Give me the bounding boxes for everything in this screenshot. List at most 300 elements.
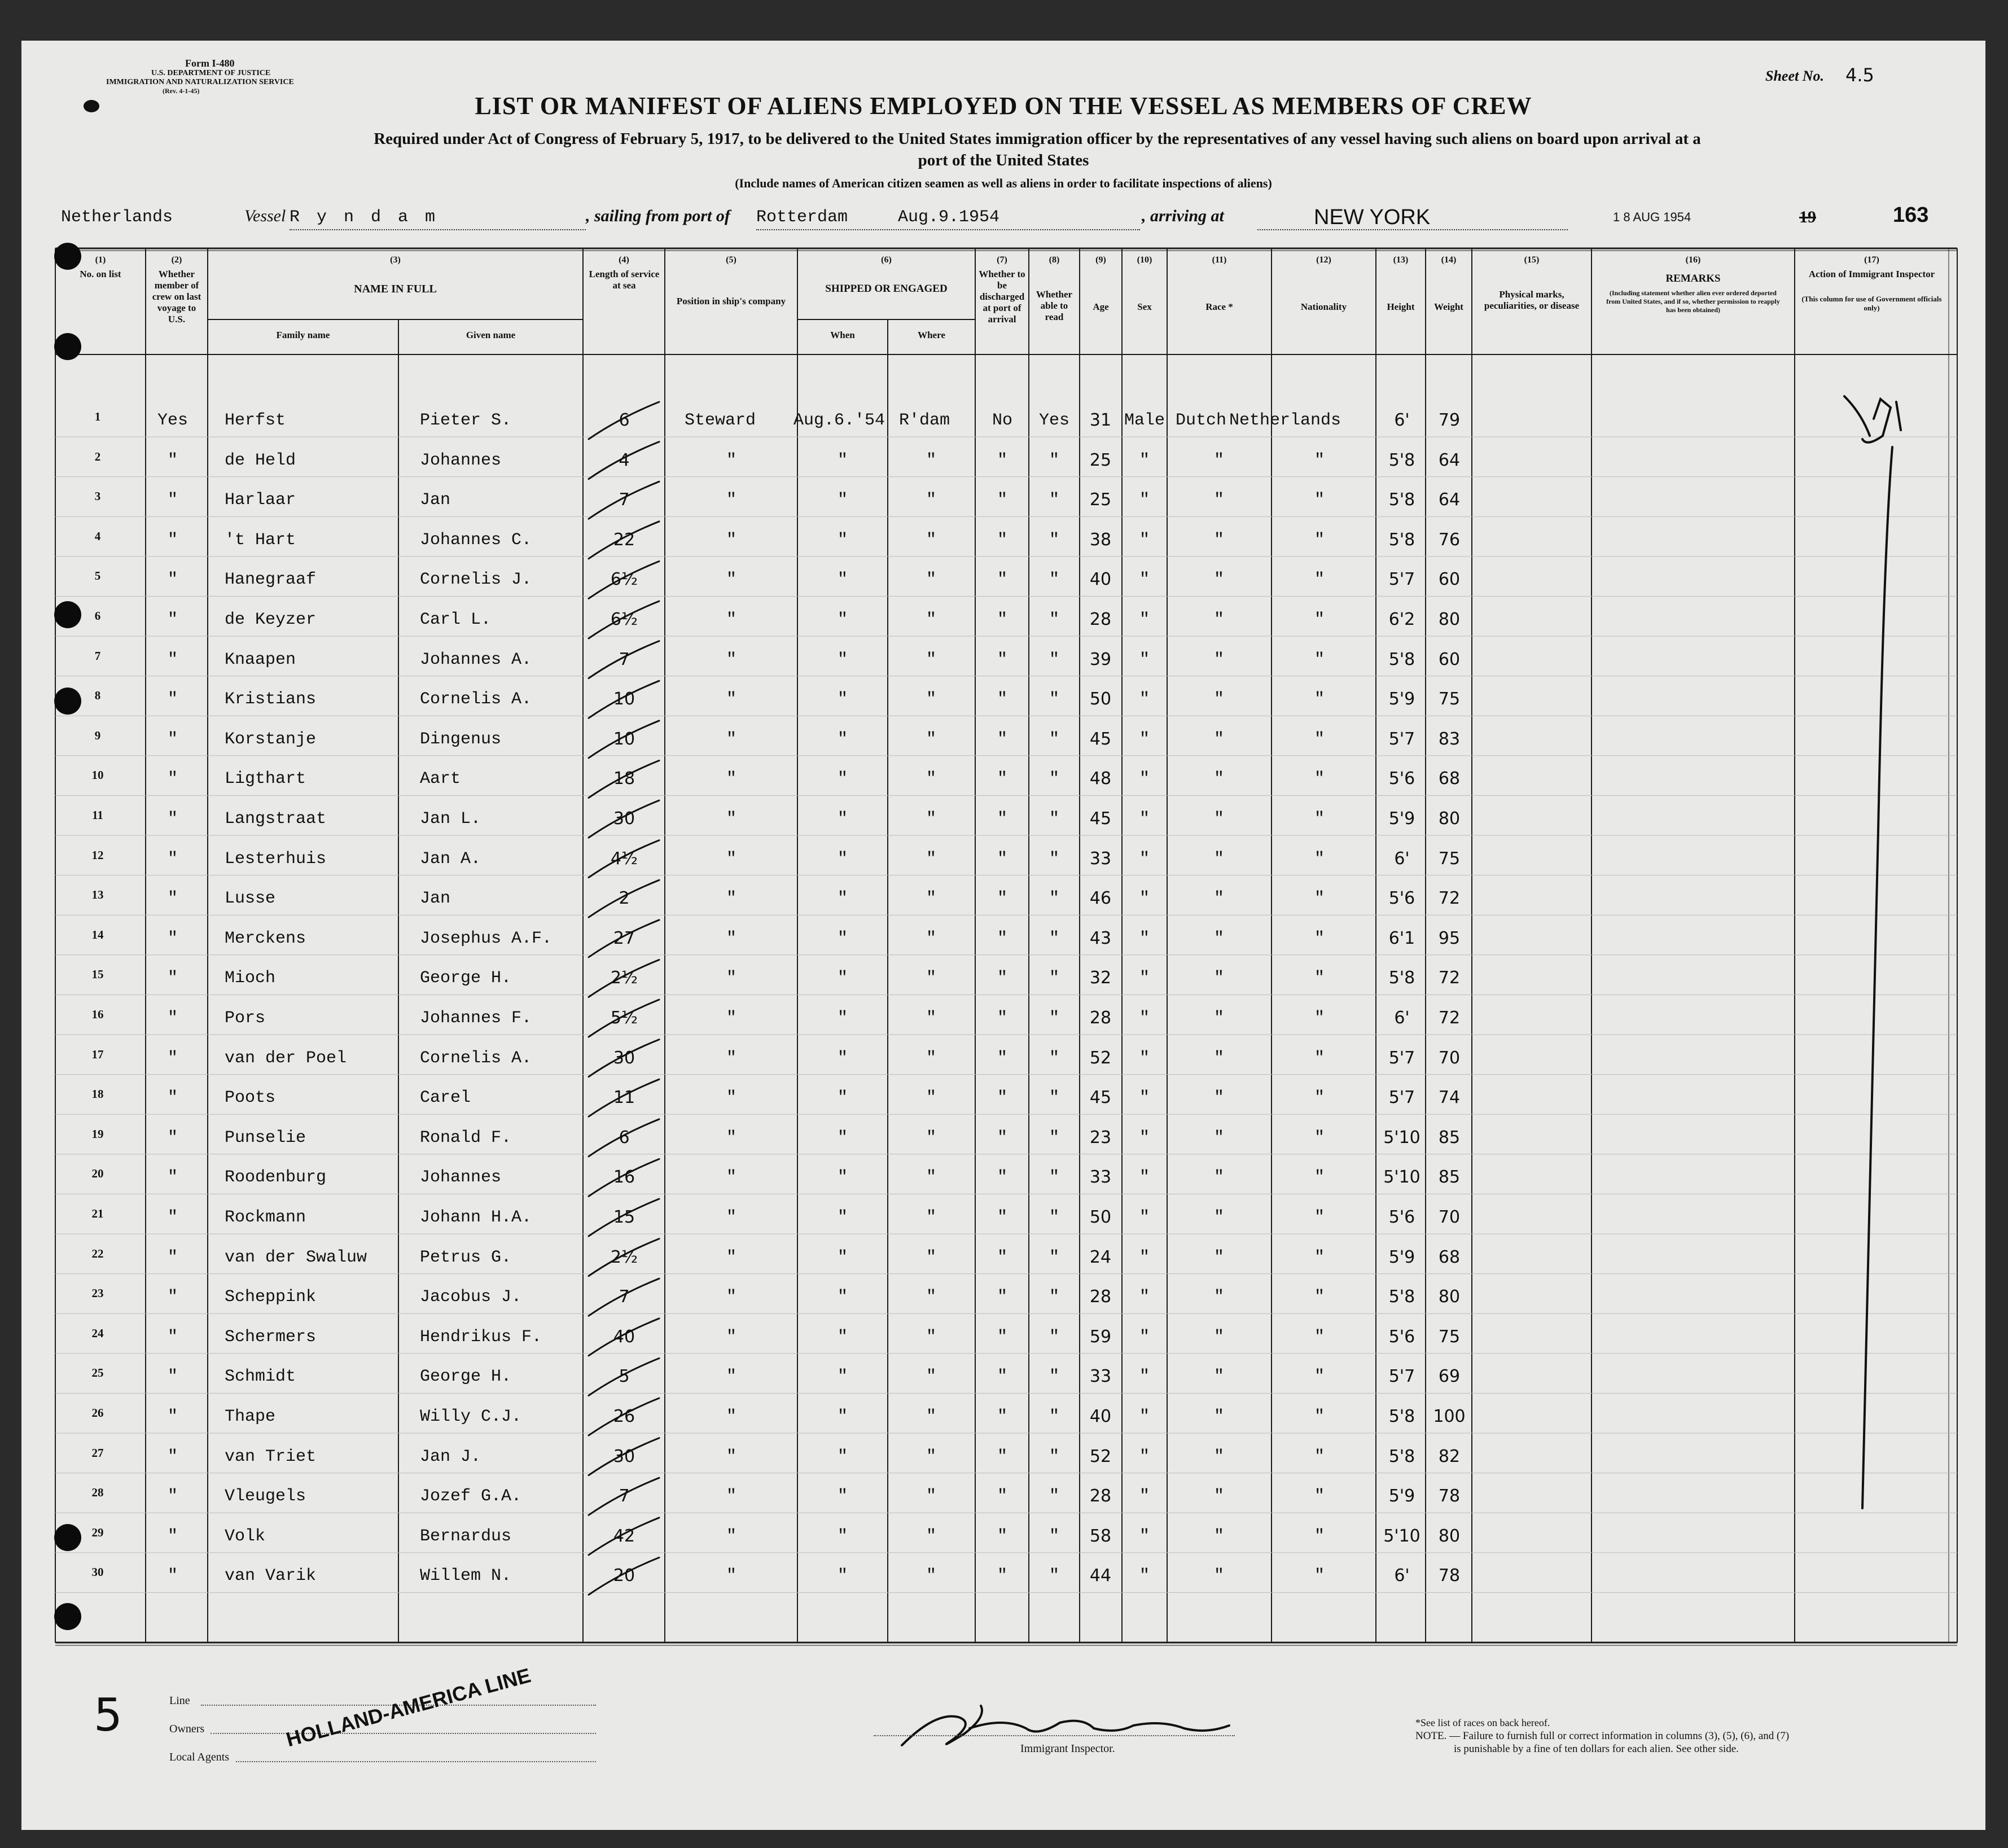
shipped-where-cell: " bbox=[926, 570, 936, 590]
col13-header: Height bbox=[1387, 301, 1415, 312]
weight-cell: 70 bbox=[1438, 1207, 1461, 1227]
col7-num: (7) bbox=[997, 255, 1007, 265]
able-to-read-cell: " bbox=[1049, 929, 1059, 948]
col6-when-header: When bbox=[830, 330, 855, 340]
given-name-cell: Carel bbox=[420, 1088, 471, 1108]
discharged-cell: " bbox=[997, 1447, 1007, 1466]
line-stamp: HOLLAND-AMERICA LINE bbox=[283, 1663, 533, 1751]
family-name-cell: van der Swaluw bbox=[225, 1247, 367, 1267]
age-cell: 44 bbox=[1089, 1566, 1112, 1586]
weight-cell: 85 bbox=[1438, 1167, 1461, 1188]
row-number: 10 bbox=[91, 768, 104, 782]
family-name-cell: van Varik bbox=[225, 1566, 317, 1586]
discharged-cell: " bbox=[997, 530, 1007, 550]
punch-hole bbox=[54, 333, 81, 360]
shipped-where-cell: " bbox=[926, 1048, 936, 1068]
able-to-read-cell: " bbox=[1049, 570, 1059, 590]
col17-num: (17) bbox=[1864, 255, 1879, 265]
height-cell: 5'9 bbox=[1388, 1486, 1415, 1507]
last-voyage-cell: " bbox=[167, 1526, 178, 1546]
family-name-cell: Schermers bbox=[225, 1327, 317, 1347]
height-cell: 5'9 bbox=[1388, 809, 1415, 829]
race-cell: " bbox=[1213, 809, 1224, 829]
discharged-cell: " bbox=[997, 610, 1007, 629]
age-cell: 43 bbox=[1089, 928, 1112, 948]
sex-cell: " bbox=[1139, 729, 1150, 749]
shipped-where-cell: " bbox=[926, 1447, 936, 1466]
col15-num: (15) bbox=[1524, 255, 1540, 265]
arrival-port: NEW YORK bbox=[1314, 205, 1431, 229]
shipped-when-cell: " bbox=[837, 729, 848, 749]
shipped-where-cell: " bbox=[926, 1487, 936, 1507]
given-name-cell: Josephus A.F. bbox=[420, 929, 553, 948]
row-number: 28 bbox=[91, 1486, 104, 1500]
height-cell: 5'8 bbox=[1388, 490, 1415, 510]
shipped-where-cell: " bbox=[926, 530, 936, 550]
race-cell: " bbox=[1213, 1526, 1224, 1546]
race-cell: " bbox=[1213, 690, 1224, 710]
given-name-cell: Johannes A. bbox=[420, 650, 532, 669]
races-note: *See list of races on back hereof. bbox=[1415, 1717, 1550, 1728]
height-cell: 5'7 bbox=[1388, 1367, 1415, 1387]
row-number: 6 bbox=[94, 609, 101, 623]
service-length-cell: 2 bbox=[619, 888, 630, 909]
last-voyage-cell: " bbox=[167, 929, 178, 948]
page-title: LIST OR MANIFEST OF ALIENS EMPLOYED ON THE VESSEL AS MEMBERS OF CREW bbox=[475, 92, 1532, 120]
sex-cell: " bbox=[1139, 969, 1150, 988]
able-to-read-cell: " bbox=[1049, 969, 1059, 988]
departure-date: Aug.9.1954 bbox=[898, 208, 1000, 227]
arrival-stamp-date: 1 8 AUG 1954 bbox=[1613, 210, 1691, 224]
able-to-read-cell: " bbox=[1049, 769, 1059, 789]
nationality-cell: " bbox=[1314, 650, 1325, 669]
sex-cell: " bbox=[1139, 1526, 1150, 1546]
service-length-cell: 7 bbox=[619, 649, 630, 669]
height-cell: 5'8 bbox=[1388, 1446, 1415, 1466]
last-voyage-cell: Yes bbox=[157, 411, 188, 430]
row-number: 18 bbox=[91, 1087, 104, 1101]
discharged-cell: " bbox=[997, 450, 1007, 470]
discharged-cell: " bbox=[997, 1526, 1007, 1546]
height-cell: 5'10 bbox=[1383, 1167, 1420, 1188]
height-cell: 6' bbox=[1394, 1008, 1410, 1028]
position-cell: " bbox=[726, 1009, 736, 1028]
race-cell: " bbox=[1213, 1288, 1224, 1307]
height-cell: 5'7 bbox=[1388, 1048, 1415, 1068]
height-cell: 5'8 bbox=[1388, 1287, 1415, 1307]
weight-cell: 80 bbox=[1438, 1526, 1461, 1546]
race-cell: " bbox=[1213, 1088, 1224, 1108]
shipped-when-cell: " bbox=[837, 889, 848, 909]
col5-header: Position in ship's company bbox=[676, 296, 786, 306]
given-name-cell: Hendrikus F. bbox=[420, 1327, 542, 1347]
age-cell: 23 bbox=[1089, 1127, 1112, 1148]
family-name-cell: Thape bbox=[225, 1407, 276, 1426]
col8-num: (8) bbox=[1049, 255, 1060, 265]
able-to-read-cell: " bbox=[1049, 1088, 1059, 1108]
given-name-cell: Johannes F. bbox=[420, 1009, 532, 1028]
handwritten-page-mark: 5 bbox=[94, 1689, 122, 1741]
position-cell: " bbox=[726, 1367, 736, 1387]
row-number: 14 bbox=[91, 927, 104, 941]
agents-underline bbox=[236, 1761, 596, 1762]
sex-cell: " bbox=[1139, 1407, 1150, 1426]
row-number: 20 bbox=[91, 1167, 104, 1181]
given-name-cell: Willy C.J. bbox=[420, 1407, 522, 1426]
discharged-cell: " bbox=[997, 1128, 1007, 1148]
position-cell: " bbox=[726, 969, 736, 988]
last-voyage-cell: " bbox=[167, 1208, 178, 1227]
weight-cell: 72 bbox=[1438, 888, 1461, 909]
service-length-cell: 27 bbox=[613, 928, 635, 948]
col8-header: Whether able to read bbox=[1036, 289, 1073, 322]
given-name-cell: Jan L. bbox=[420, 809, 481, 829]
height-cell: 5'10 bbox=[1383, 1526, 1420, 1546]
sex-cell: " bbox=[1139, 1566, 1150, 1586]
position-cell: " bbox=[726, 1128, 736, 1148]
position-cell: " bbox=[726, 1168, 736, 1188]
punch-hole bbox=[54, 1603, 81, 1630]
sex-cell: " bbox=[1139, 690, 1150, 710]
col9-num: (9) bbox=[1095, 255, 1106, 265]
row-number: 13 bbox=[91, 888, 104, 902]
sex-cell: " bbox=[1139, 491, 1150, 510]
col10-header: Sex bbox=[1137, 301, 1152, 312]
family-name-cell: Knaapen bbox=[225, 650, 296, 669]
race-cell: " bbox=[1213, 1367, 1224, 1387]
shipped-where-cell: " bbox=[926, 450, 936, 470]
age-cell: 48 bbox=[1089, 769, 1112, 789]
given-name-cell: Jan A. bbox=[420, 849, 481, 869]
age-cell: 50 bbox=[1089, 689, 1112, 710]
shipped-when-cell: " bbox=[837, 929, 848, 948]
shipped-where-cell: " bbox=[926, 889, 936, 909]
row-number: 29 bbox=[91, 1525, 104, 1539]
able-to-read-cell: " bbox=[1049, 530, 1059, 550]
height-cell: 5'8 bbox=[1388, 529, 1415, 550]
given-name-cell: Johannes bbox=[420, 1168, 502, 1188]
punch-hole bbox=[54, 1524, 81, 1551]
race-cell: " bbox=[1213, 650, 1224, 669]
height-cell: 5'9 bbox=[1388, 689, 1415, 710]
weight-cell: 75 bbox=[1438, 689, 1461, 710]
discharged-cell: " bbox=[997, 809, 1007, 829]
able-to-read-cell: " bbox=[1049, 1247, 1059, 1267]
col15-header: Physical marks, peculiarities, or disease bbox=[1484, 289, 1580, 311]
age-cell: 33 bbox=[1089, 1367, 1112, 1387]
height-cell: 5'7 bbox=[1388, 570, 1415, 590]
row-number: 7 bbox=[94, 649, 101, 663]
last-voyage-cell: " bbox=[167, 530, 178, 550]
service-length-cell: 16 bbox=[613, 1167, 635, 1188]
family-name-cell: Scheppink bbox=[225, 1288, 317, 1307]
race-cell: " bbox=[1213, 1407, 1224, 1426]
shipped-when-cell: " bbox=[837, 1447, 848, 1466]
shipped-when-cell: " bbox=[837, 610, 848, 629]
sex-cell: " bbox=[1139, 1487, 1150, 1507]
col12-num: (12) bbox=[1316, 255, 1331, 265]
position-cell: " bbox=[726, 1088, 736, 1108]
service-length-cell: 10 bbox=[613, 729, 635, 749]
height-cell: 5'6 bbox=[1388, 1207, 1415, 1227]
race-cell: " bbox=[1213, 1048, 1224, 1068]
sex-cell: Male bbox=[1124, 411, 1165, 430]
weight-cell: 83 bbox=[1438, 729, 1461, 749]
last-voyage-cell: " bbox=[167, 1048, 178, 1068]
shipped-when-cell: " bbox=[837, 1367, 848, 1387]
owners-label: Owners bbox=[169, 1723, 205, 1735]
service-length-cell: 20 bbox=[613, 1566, 635, 1586]
sex-cell: " bbox=[1139, 1208, 1150, 1227]
family-name-cell: Lusse bbox=[225, 889, 276, 909]
age-cell: 33 bbox=[1089, 848, 1112, 869]
discharged-cell: No bbox=[992, 411, 1012, 430]
sex-cell: " bbox=[1139, 450, 1150, 470]
shipped-where-cell: " bbox=[926, 650, 936, 669]
nationality-cell: " bbox=[1314, 570, 1325, 590]
able-to-read-cell: " bbox=[1049, 610, 1059, 629]
able-to-read-cell: " bbox=[1049, 729, 1059, 749]
local-agents-label: Local Agents bbox=[169, 1751, 230, 1763]
sex-cell: " bbox=[1139, 929, 1150, 948]
service-length-cell: 6 bbox=[619, 410, 630, 430]
nationality-cell: " bbox=[1314, 969, 1325, 988]
able-to-read-cell: " bbox=[1049, 1208, 1059, 1227]
family-name-cell: Pors bbox=[225, 1009, 266, 1028]
race-cell: " bbox=[1213, 769, 1224, 789]
row-number: 19 bbox=[91, 1127, 104, 1141]
given-name-cell: Petrus G. bbox=[420, 1247, 512, 1267]
last-voyage-cell: " bbox=[167, 1566, 178, 1586]
height-cell: 5'6 bbox=[1388, 1326, 1415, 1347]
col11-header: Race * bbox=[1205, 301, 1233, 312]
race-cell: " bbox=[1213, 1128, 1224, 1148]
given-name-cell: Cornelis A. bbox=[420, 1048, 532, 1068]
shipped-where-cell: " bbox=[926, 1566, 936, 1586]
weight-cell: 100 bbox=[1433, 1407, 1466, 1426]
form-service: IMMIGRATION AND NATURALIZATION SERVICE bbox=[106, 78, 294, 86]
given-name-cell: Dingenus bbox=[420, 729, 502, 749]
position-cell: " bbox=[726, 889, 736, 909]
last-voyage-cell: " bbox=[167, 1407, 178, 1426]
service-length-cell: 26 bbox=[613, 1407, 635, 1426]
sex-cell: " bbox=[1139, 1088, 1150, 1108]
position-cell: " bbox=[726, 1288, 736, 1307]
service-length-cell: 11 bbox=[613, 1088, 635, 1108]
col2-header: Whether member of crew on last voyage to U.S. bbox=[152, 269, 201, 325]
service-length-cell: 2½ bbox=[610, 1247, 638, 1267]
discharged-cell: " bbox=[997, 1168, 1007, 1188]
age-cell: 39 bbox=[1089, 649, 1112, 669]
service-length-cell: 30 bbox=[613, 1446, 635, 1466]
nationality-cell: " bbox=[1314, 1088, 1325, 1108]
weight-cell: 75 bbox=[1438, 1326, 1461, 1347]
family-name-cell: Herfst bbox=[225, 411, 286, 430]
last-voyage-cell: " bbox=[167, 969, 178, 988]
arriving-label: , arriving at bbox=[1142, 207, 1224, 225]
able-to-read-cell: " bbox=[1049, 809, 1059, 829]
family-name-cell: Langstraat bbox=[225, 809, 327, 829]
shipped-when-cell: " bbox=[837, 1247, 848, 1267]
discharged-cell: " bbox=[997, 889, 1007, 909]
col3-given-header: Given name bbox=[466, 330, 516, 340]
fine-note-2: is punishable by a fine of ten dollars for each alien. See other side. bbox=[1454, 1743, 1739, 1755]
weight-cell: 70 bbox=[1438, 1048, 1461, 1068]
age-cell: 46 bbox=[1089, 888, 1112, 909]
position-cell: " bbox=[726, 1447, 736, 1466]
last-voyage-cell: " bbox=[167, 1128, 178, 1148]
height-cell: 5'10 bbox=[1383, 1127, 1420, 1148]
age-cell: 25 bbox=[1089, 490, 1112, 510]
able-to-read-cell: " bbox=[1049, 1288, 1059, 1307]
race-cell: " bbox=[1213, 1247, 1224, 1267]
age-cell: 28 bbox=[1089, 610, 1112, 629]
last-voyage-cell: " bbox=[167, 1327, 178, 1347]
shipped-where-cell: " bbox=[926, 1128, 936, 1148]
position-cell: " bbox=[726, 1526, 736, 1546]
race-cell: " bbox=[1213, 889, 1224, 909]
race-cell: " bbox=[1213, 570, 1224, 590]
col17-header: Action of Immigrant Inspector bbox=[1808, 269, 1935, 279]
discharged-cell: " bbox=[997, 650, 1007, 669]
discharged-cell: " bbox=[997, 1288, 1007, 1307]
discharged-cell: " bbox=[997, 570, 1007, 590]
service-length-cell: 5½ bbox=[610, 1008, 638, 1028]
last-voyage-cell: " bbox=[167, 729, 178, 749]
shipped-when-cell: " bbox=[837, 450, 848, 470]
row-number: 11 bbox=[92, 808, 103, 822]
col1-header: No. on list bbox=[80, 269, 121, 279]
family-name-cell: 't Hart bbox=[225, 530, 296, 550]
sex-cell: " bbox=[1139, 889, 1150, 909]
nationality-cell: " bbox=[1314, 1208, 1325, 1227]
shipped-where-cell: " bbox=[926, 1407, 936, 1426]
row-number: 21 bbox=[91, 1207, 104, 1220]
sex-cell: " bbox=[1139, 610, 1150, 629]
service-length-cell: 2½ bbox=[610, 968, 638, 988]
nationality-cell: " bbox=[1314, 1526, 1325, 1546]
sheet-no-value: 4.5 bbox=[1845, 64, 1874, 86]
sex-cell: " bbox=[1139, 1327, 1150, 1347]
height-cell: 6'2 bbox=[1388, 610, 1415, 629]
shipped-when-cell: " bbox=[837, 530, 848, 550]
line-label: Line bbox=[169, 1694, 190, 1707]
discharged-cell: " bbox=[997, 1327, 1007, 1347]
family-name-cell: Harlaar bbox=[225, 491, 296, 510]
able-to-read-cell: Yes bbox=[1038, 411, 1069, 430]
discharged-cell: " bbox=[997, 690, 1007, 710]
inspector-underline bbox=[874, 1735, 1235, 1736]
nationality-cell: " bbox=[1314, 690, 1325, 710]
able-to-read-cell: " bbox=[1049, 1487, 1059, 1507]
subtitle-line-2: port of the United States bbox=[918, 151, 1089, 169]
shipped-where-cell: R'dam bbox=[899, 411, 950, 430]
given-name-cell: Bernardus bbox=[420, 1526, 512, 1546]
nationality-cell: " bbox=[1314, 729, 1325, 749]
height-cell: 5'7 bbox=[1388, 729, 1415, 749]
shipped-where-cell: " bbox=[926, 1526, 936, 1546]
nationality-cell: " bbox=[1314, 491, 1325, 510]
shipped-when-cell: " bbox=[837, 809, 848, 829]
race-cell: " bbox=[1213, 1009, 1224, 1028]
row-number: 9 bbox=[94, 728, 101, 742]
discharged-cell: " bbox=[997, 929, 1007, 948]
punch-hole bbox=[54, 601, 81, 628]
shipped-when-cell: " bbox=[837, 650, 848, 669]
vessel-label: Vessel bbox=[244, 207, 286, 225]
nationality-cell: " bbox=[1314, 1128, 1325, 1148]
position-cell: " bbox=[726, 570, 736, 590]
last-voyage-cell: " bbox=[167, 809, 178, 829]
position-cell: " bbox=[726, 650, 736, 669]
year-label: 19 bbox=[1799, 208, 1816, 226]
row-number: 17 bbox=[91, 1047, 104, 1061]
shipped-where-cell: " bbox=[926, 491, 936, 510]
punch-hole bbox=[54, 687, 81, 715]
sex-cell: " bbox=[1139, 530, 1150, 550]
last-voyage-cell: " bbox=[167, 610, 178, 629]
discharged-cell: " bbox=[997, 729, 1007, 749]
discharged-cell: " bbox=[997, 1407, 1007, 1426]
service-length-cell: 7 bbox=[619, 1486, 630, 1507]
age-cell: 38 bbox=[1089, 529, 1112, 550]
sex-cell: " bbox=[1139, 1128, 1150, 1148]
able-to-read-cell: " bbox=[1049, 1327, 1059, 1347]
able-to-read-cell: " bbox=[1049, 1566, 1059, 1586]
weight-cell: 74 bbox=[1438, 1088, 1461, 1108]
last-voyage-cell: " bbox=[167, 849, 178, 869]
given-name-cell: Johannes C. bbox=[420, 530, 532, 550]
age-cell: 33 bbox=[1089, 1167, 1112, 1188]
shipped-where-cell: " bbox=[926, 1168, 936, 1188]
weight-cell: 82 bbox=[1438, 1446, 1461, 1466]
family-name-cell: Poots bbox=[225, 1088, 276, 1108]
able-to-read-cell: " bbox=[1049, 1048, 1059, 1068]
service-length-cell: 15 bbox=[613, 1207, 635, 1227]
family-name-cell: Ligthart bbox=[225, 769, 306, 789]
able-to-read-cell: " bbox=[1049, 650, 1059, 669]
given-name-cell: Jan J. bbox=[420, 1447, 481, 1466]
sex-cell: " bbox=[1139, 1367, 1150, 1387]
able-to-read-cell: " bbox=[1049, 849, 1059, 869]
given-name-cell: Cornelis J. bbox=[420, 570, 532, 590]
last-voyage-cell: " bbox=[167, 1288, 178, 1307]
col1-num: (1) bbox=[95, 255, 106, 265]
position-cell: " bbox=[726, 491, 736, 510]
nationality-cell: " bbox=[1314, 1487, 1325, 1507]
position-cell: " bbox=[726, 769, 736, 789]
position-cell: " bbox=[726, 849, 736, 869]
service-length-cell: 4½ bbox=[610, 848, 638, 869]
age-cell: 40 bbox=[1089, 570, 1112, 590]
race-cell: " bbox=[1213, 969, 1224, 988]
service-length-cell: 4 bbox=[619, 450, 630, 470]
shipped-where-cell: " bbox=[926, 929, 936, 948]
weight-cell: 78 bbox=[1438, 1486, 1461, 1507]
given-name-cell: Pieter S. bbox=[420, 411, 512, 430]
row-number: 5 bbox=[94, 569, 101, 583]
given-name-cell: George H. bbox=[420, 969, 512, 988]
weight-cell: 72 bbox=[1438, 1008, 1461, 1028]
weight-cell: 69 bbox=[1438, 1367, 1461, 1387]
discharged-cell: " bbox=[997, 1487, 1007, 1507]
nationality-cell: " bbox=[1314, 769, 1325, 789]
note-text-1: — Failure to furnish full or correct information in columns (3), (5), (6), and (7) bbox=[1449, 1730, 1790, 1742]
nationality-cell: " bbox=[1314, 450, 1325, 470]
able-to-read-cell: " bbox=[1049, 1168, 1059, 1188]
height-cell: 5'8 bbox=[1388, 450, 1415, 470]
col3-header: NAME IN FULL bbox=[354, 283, 437, 295]
